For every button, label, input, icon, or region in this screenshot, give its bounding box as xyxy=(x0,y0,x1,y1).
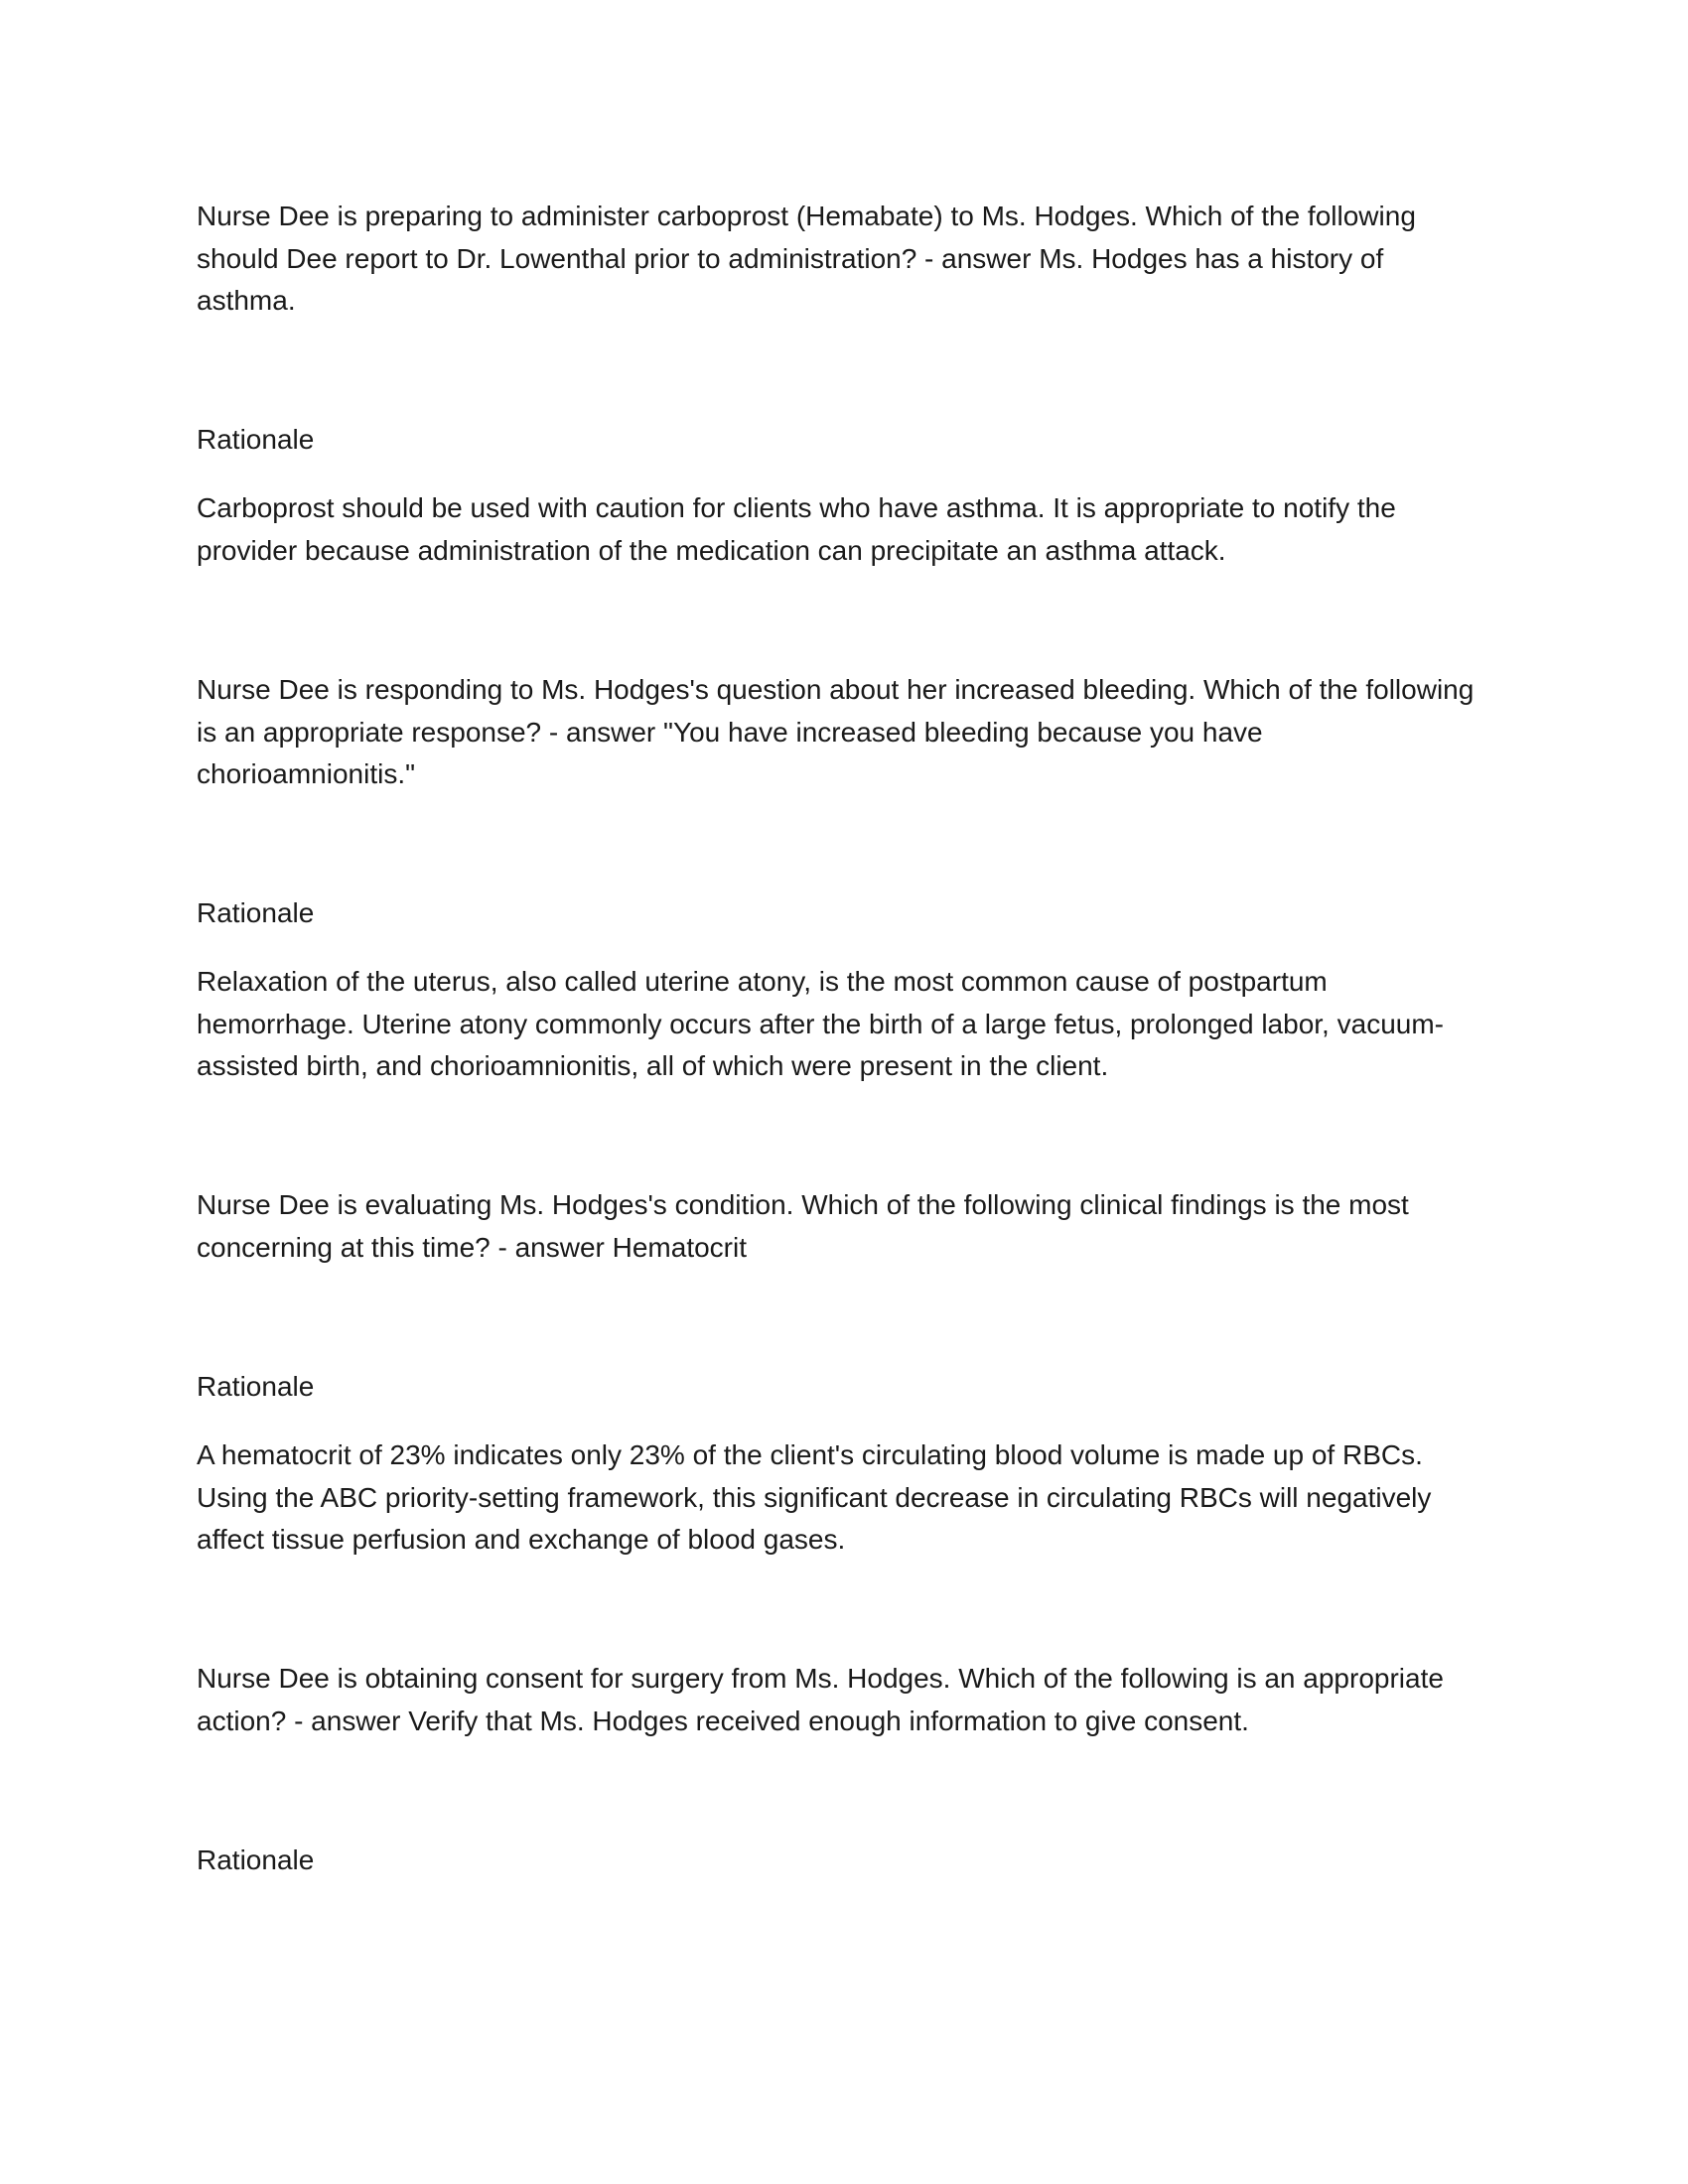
rationale-text-1: Carboprost should be used with caution for clients who have asthma. It is appropriate to notify the provider because administration of the medication can precipitate an asthma attack. xyxy=(197,492,1396,566)
rationale-text-2: Relaxation of the uterus, also called uterine atony, is the most common cause of postpartum hemorrhage. Uterine atony commonly occurs after the birth of a large fetus, prolonged labor, vacuum-assisted birth, and chorioamnionitis, all of which were present in the client. xyxy=(197,966,1444,1081)
rationale-text-3: A hematocrit of 23% indicates only 23% of the client's circulating blood volume is made up of RBCs. Using the ABC priority-setting framework, this significant decrease in circulating RBCs will negatively affect tissue perfusion and exchange of blood gases. xyxy=(197,1439,1432,1555)
rationale-label-4: Rationale xyxy=(197,1844,315,1875)
rationale-label-3: Rationale xyxy=(197,1371,315,1402)
question-3: Nurse Dee is evaluating Ms. Hodges's condition. Which of the following clinical findings is the most concerning at this time? - answer Hematocrit xyxy=(197,1189,1409,1263)
question-2: Nurse Dee is responding to Ms. Hodges's question about her increased bleeding. Which of the following is an appropriate response? - answer "You have increased bleeding because you have chorioamnionitis." xyxy=(197,674,1475,789)
question-1: Nurse Dee is preparing to administer carboprost (Hemabate) to Ms. Hodges. Which of the following should Dee report to Dr. Lowenthal prior to administration? - answer Ms. Hodges has a history of asthma. xyxy=(197,201,1416,316)
question-4: Nurse Dee is obtaining consent for surgery from Ms. Hodges. Which of the following is an appropriate action? - answer Verify that Ms. Hodges received enough information to give consent. xyxy=(197,1663,1444,1736)
rationale-label-2: Rationale xyxy=(197,897,315,928)
rationale-label-1: Rationale xyxy=(197,424,315,455)
